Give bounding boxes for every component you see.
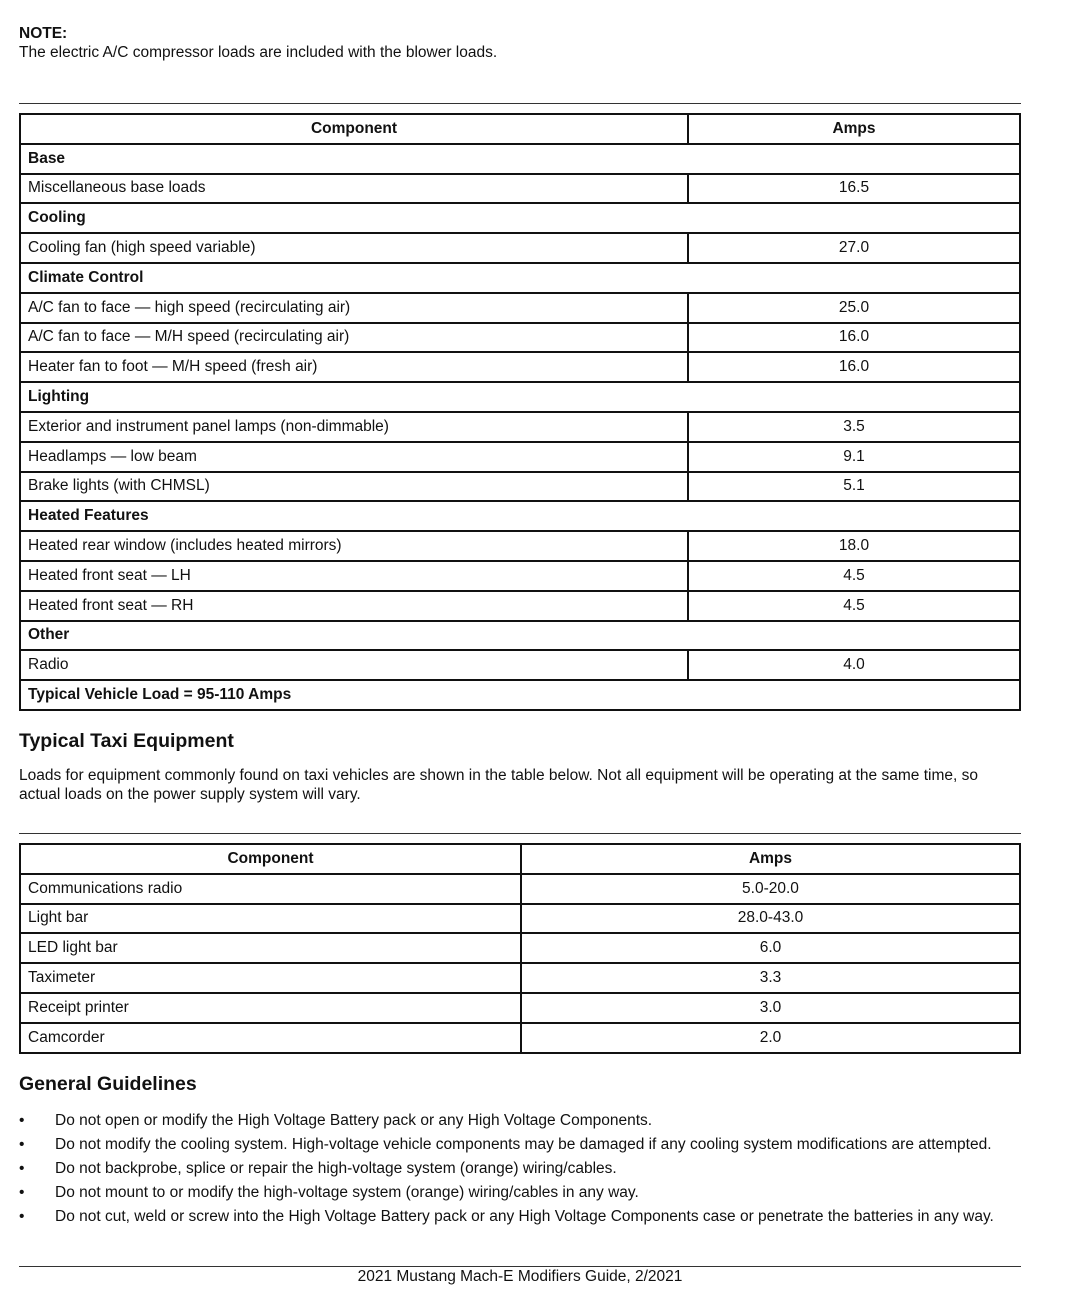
table-row [20, 323, 1020, 353]
amps-cell: 4.5 [688, 561, 1020, 591]
column-header-component: Component [20, 114, 688, 144]
page-footer: 2021 Mustang Mach-E Modifiers Guide, 2/2021 [357, 1268, 683, 1285]
table-row [20, 561, 1020, 591]
component-cell: Cooling fan (high speed variable) [20, 233, 688, 263]
table-group-row [20, 263, 1020, 293]
amps-cell: 4.5 [688, 591, 1020, 621]
table-row [20, 531, 1020, 561]
table-row [20, 442, 1020, 472]
guideline-item: • Do not modify the cooling system. High-voltage vehicle components may be damaged if any cooling system modifications are attempted. [19, 1135, 1021, 1154]
column-header-amps: Amps [521, 844, 1020, 874]
table-group-row [20, 680, 1020, 710]
component-cell: Heater fan to foot — M/H speed (fresh air) [20, 352, 688, 382]
amps-cell: 6.0 [521, 933, 1020, 963]
component-cell: Exterior and instrument panel lamps (non-dimmable) [20, 412, 688, 442]
column-header-component: Component [20, 844, 521, 874]
table-row [20, 993, 1020, 1023]
group-label: Other [20, 621, 1020, 651]
amps-cell: 3.0 [521, 993, 1020, 1023]
guideline-item: • Do not backprobe, splice or repair the high-voltage system (orange) wiring/cables. [19, 1159, 1021, 1178]
vehicle-loads-table [19, 113, 1021, 711]
table-group-row [20, 144, 1020, 174]
amps-cell: 2.0 [521, 1023, 1020, 1053]
column-header-amps: Amps [688, 114, 1020, 144]
table-group-row [20, 382, 1020, 412]
group-label: Climate Control [20, 263, 1020, 293]
group-label: Lighting [20, 382, 1020, 412]
table-group-row [20, 203, 1020, 233]
component-cell: A/C fan to face — M/H speed (recirculating air) [20, 323, 688, 353]
component-cell: A/C fan to face — high speed (recirculating air) [20, 293, 688, 323]
note-label: NOTE: [19, 25, 68, 42]
group-label: Cooling [20, 203, 1020, 233]
component-cell: Taximeter [20, 963, 521, 993]
table-row [20, 174, 1020, 204]
table-row [20, 874, 1020, 904]
table-row [20, 293, 1020, 323]
table-group-row [20, 501, 1020, 531]
table-header-row [20, 844, 1020, 874]
table-row [20, 591, 1020, 621]
component-cell: Light bar [20, 904, 521, 934]
taxi-equipment-table [19, 843, 1021, 1054]
component-cell: Miscellaneous base loads [20, 174, 688, 204]
guideline-item: • Do not mount to or modify the high-voltage system (orange) wiring/cables in any way. [19, 1183, 1021, 1202]
guideline-item: • Do not open or modify the High Voltage Battery pack or any High Voltage Components. [19, 1111, 1021, 1130]
component-cell: Radio [20, 650, 688, 680]
taxi-intro: Loads for equipment commonly found on taxi vehicles are shown in the table below. Not all equipment will be operating at the same time, so actual loads on the power supply system will vary. [19, 767, 978, 803]
amps-cell: 27.0 [688, 233, 1020, 263]
note-text: The electric A/C compressor loads are included with the blower loads. [19, 44, 498, 61]
amps-cell: 3.5 [688, 412, 1020, 442]
amps-cell: 16.0 [688, 352, 1020, 382]
note-block [19, 24, 1019, 62]
guidelines-heading: General Guidelines [19, 1073, 197, 1095]
group-label: Base [20, 144, 1020, 174]
divider-rule [19, 103, 1021, 104]
component-cell: Heated front seat — RH [20, 591, 688, 621]
component-cell: Brake lights (with CHMSL) [20, 472, 688, 502]
table-row [20, 904, 1020, 934]
amps-cell: 28.0-43.0 [521, 904, 1020, 934]
guidelines-list [19, 1111, 1021, 1231]
taxi-heading: Typical Taxi Equipment [19, 730, 234, 752]
component-cell: Communications radio [20, 874, 521, 904]
table-row [20, 933, 1020, 963]
divider-rule [19, 833, 1021, 834]
table-row [20, 963, 1020, 993]
table-header-row [20, 114, 1020, 144]
amps-cell: 4.0 [688, 650, 1020, 680]
component-cell: Heated rear window (includes heated mirrors) [20, 531, 688, 561]
component-cell: Camcorder [20, 1023, 521, 1053]
table-row [20, 352, 1020, 382]
table-group-row [20, 621, 1020, 651]
amps-cell: 18.0 [688, 531, 1020, 561]
table-row [20, 472, 1020, 502]
amps-cell: 16.5 [688, 174, 1020, 204]
group-label: Heated Features [20, 501, 1020, 531]
amps-cell: 5.1 [688, 472, 1020, 502]
amps-cell: 25.0 [688, 293, 1020, 323]
table-row [20, 412, 1020, 442]
component-cell: Heated front seat — LH [20, 561, 688, 591]
component-cell: Headlamps — low beam [20, 442, 688, 472]
table-row [20, 650, 1020, 680]
amps-cell: 3.3 [521, 963, 1020, 993]
component-cell: Receipt printer [20, 993, 521, 1023]
group-label: Typical Vehicle Load = 95-110 Amps [20, 680, 1020, 710]
table-row [20, 233, 1020, 263]
amps-cell: 16.0 [688, 323, 1020, 353]
amps-cell: 5.0-20.0 [521, 874, 1020, 904]
amps-cell: 9.1 [688, 442, 1020, 472]
table-row [20, 1023, 1020, 1053]
component-cell: LED light bar [20, 933, 521, 963]
guideline-item: • Do not cut, weld or screw into the High Voltage Battery pack or any High Voltage Components case or penetrate the batteries in any way. [19, 1207, 1021, 1226]
